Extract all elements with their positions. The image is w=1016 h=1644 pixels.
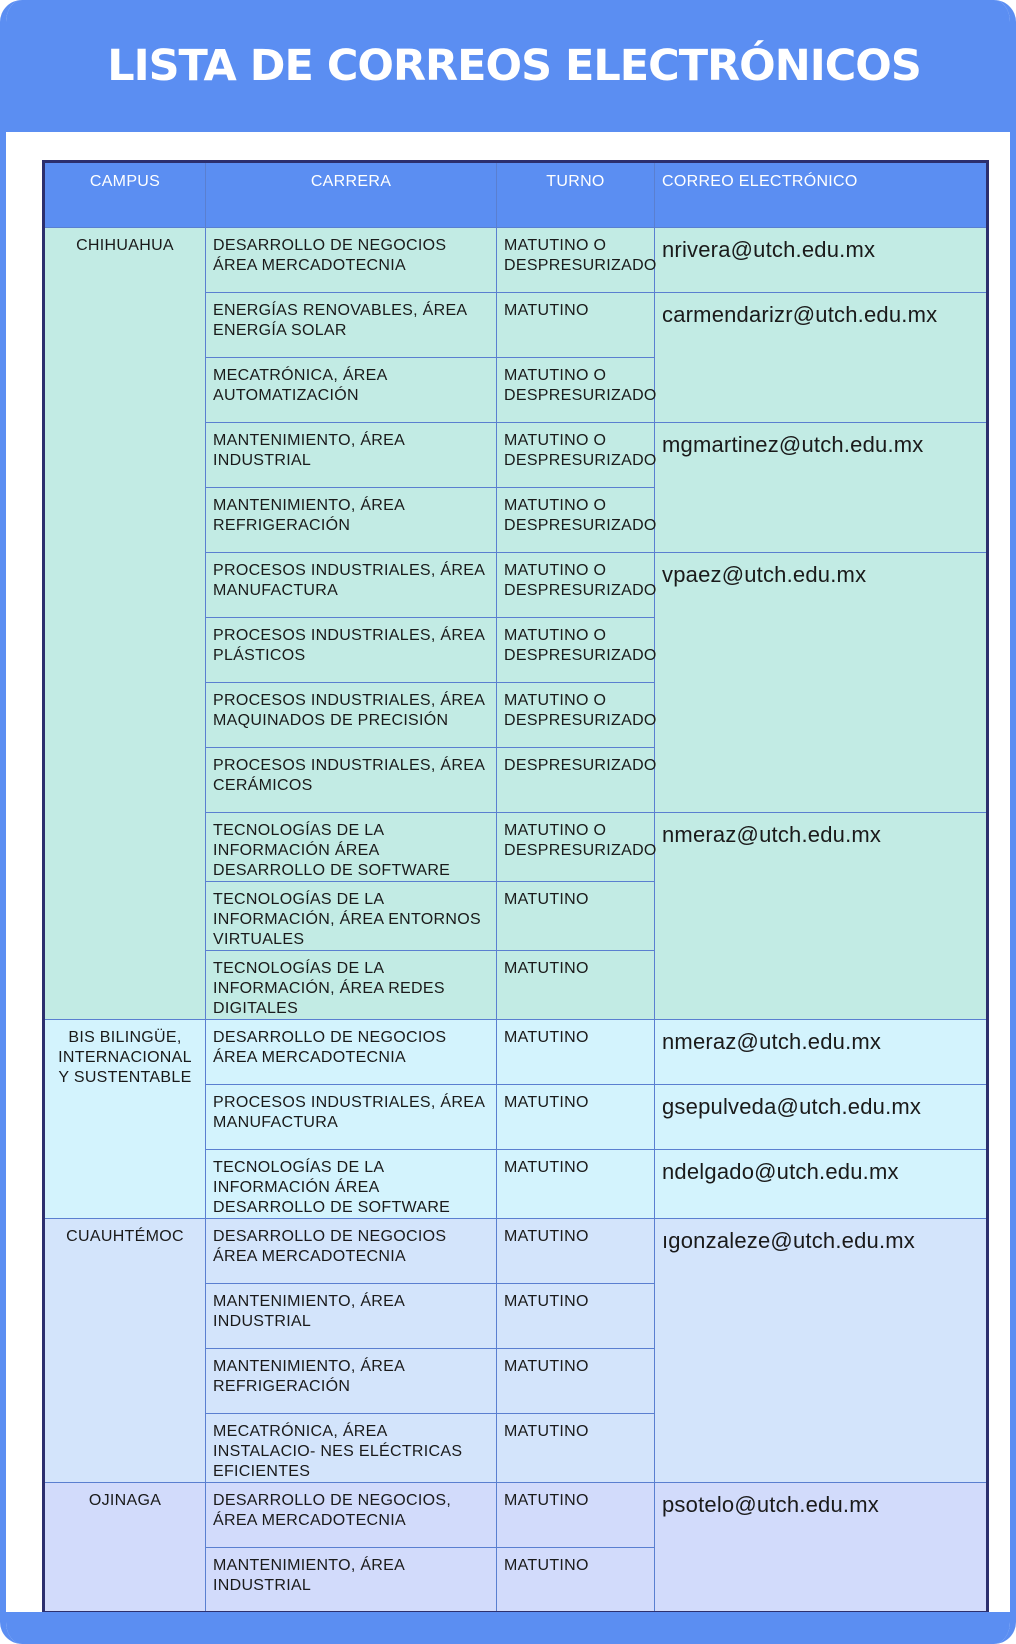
turno-cell: MATUTINO <box>497 1548 655 1613</box>
carrera-cell: DESARROLLO DE NEGOCIOS ÁREA MERCADOTECNIA <box>206 228 497 293</box>
turno-cell: MATUTINO O DESPRESURIZADO <box>497 423 655 488</box>
email-cell[interactable]: nmeraz@utch.edu.mx <box>655 1020 988 1085</box>
turno-cell: MATUTINO <box>497 1414 655 1483</box>
email-cell[interactable]: carmendarizr@utch.edu.mx <box>655 293 988 423</box>
carrera-cell: MANTENIMIENTO, ÁREA INDUSTRIAL <box>206 1284 497 1349</box>
campus-cell: OJINAGA <box>44 1483 206 1613</box>
carrera-cell: TECNOLOGÍAS DE LA INFORMACIÓN, ÁREA ENTORNOS VIRTUALES <box>206 882 497 951</box>
email-cell[interactable]: gsepulveda@utch.edu.mx <box>655 1085 988 1150</box>
turno-cell: MATUTINO O DESPRESURIZADO <box>497 358 655 423</box>
turno-cell: MATUTINO O DESPRESURIZADO <box>497 813 655 882</box>
header-campus: CAMPUS <box>44 162 206 228</box>
turno-cell: MATUTINO <box>497 882 655 951</box>
carrera-cell: TECNOLOGÍAS DE LA INFORMACIÓN ÁREA DESARROLLO DE SOFTWARE <box>206 813 497 882</box>
carrera-cell: MANTENIMIENTO, ÁREA INDUSTRIAL <box>206 423 497 488</box>
email-table <box>42 160 989 1614</box>
table-row <box>44 228 988 293</box>
table-row <box>44 1219 988 1284</box>
turno-cell: MATUTINO <box>497 1349 655 1414</box>
carrera-cell: TECNOLOGÍAS DE LA INFORMACIÓN, ÁREA REDES DIGITALES <box>206 951 497 1020</box>
carrera-cell: PROCESOS INDUSTRIALES, ÁREA MANUFACTURA <box>206 553 497 618</box>
table-row <box>44 1483 988 1548</box>
carrera-cell: DESARROLLO DE NEGOCIOS, ÁREA MERCADOTECNIA <box>206 1483 497 1548</box>
carrera-cell: MANTENIMIENTO, ÁREA REFRIGERACIÓN <box>206 488 497 553</box>
carrera-cell: PROCESOS INDUSTRIALES, ÁREA PLÁSTICOS <box>206 618 497 683</box>
carrera-cell: MANTENIMIENTO, ÁREA INDUSTRIAL <box>206 1548 497 1613</box>
turno-cell: MATUTINO O DESPRESURIZADO <box>497 683 655 748</box>
turno-cell: MATUTINO O DESPRESURIZADO <box>497 488 655 553</box>
turno-cell: MATUTINO <box>497 1150 655 1219</box>
turno-cell: MATUTINO <box>497 1085 655 1150</box>
title-banner <box>6 0 1016 132</box>
page-title: LISTA DE CORREOS ELECTRÓNICOS <box>107 41 921 91</box>
campus-cell: BIS BILINGÜE, INTERNACIONAL Y SUSTENTABLE <box>44 1020 206 1219</box>
header-carrera: CARRERA <box>206 162 497 228</box>
email-cell[interactable]: ıgonzaleze@utch.edu.mx <box>655 1219 988 1483</box>
campus-cell: CUAUHTÉMOC <box>44 1219 206 1483</box>
carrera-cell: ENERGÍAS RENOVABLES, ÁREA ENERGÍA SOLAR <box>206 293 497 358</box>
email-cell[interactable]: nmeraz@utch.edu.mx <box>655 813 988 1020</box>
email-cell[interactable]: mgmartinez@utch.edu.mx <box>655 423 988 553</box>
carrera-cell: TECNOLOGÍAS DE LA INFORMACIÓN ÁREA DESARROLLO DE SOFTWARE <box>206 1150 497 1219</box>
turno-cell: MATUTINO O DESPRESURIZADO <box>497 228 655 293</box>
carrera-cell: PROCESOS INDUSTRIALES, ÁREA MAQUINADOS DE PRECISIÓN <box>206 683 497 748</box>
campus-cell: CHIHUAHUA <box>44 228 206 1020</box>
email-cell[interactable]: ndelgado@utch.edu.mx <box>655 1150 988 1219</box>
carrera-cell: MECATRÓNICA, ÁREA AUTOMATIZACIÓN <box>206 358 497 423</box>
footer-bar <box>6 1612 1016 1644</box>
turno-cell: MATUTINO <box>497 951 655 1020</box>
turno-cell: MATUTINO O DESPRESURIZADO <box>497 618 655 683</box>
email-cell[interactable]: vpaez@utch.edu.mx <box>655 553 988 813</box>
table-header-row <box>44 162 988 228</box>
turno-cell: MATUTINO <box>497 1020 655 1085</box>
carrera-cell: PROCESOS INDUSTRIALES, ÁREA MANUFACTURA <box>206 1085 497 1150</box>
turno-cell: MATUTINO <box>497 1219 655 1284</box>
carrera-cell: MECATRÓNICA, ÁREA INSTALACIO- NES ELÉCTRICAS EFICIENTES <box>206 1414 497 1483</box>
turno-cell: MATUTINO <box>497 1284 655 1349</box>
turno-cell: MATUTINO <box>497 1483 655 1548</box>
email-cell[interactable]: nrivera@utch.edu.mx <box>655 228 988 293</box>
carrera-cell: DESARROLLO DE NEGOCIOS ÁREA MERCADOTECNIA <box>206 1020 497 1085</box>
turno-cell: DESPRESURIZADO <box>497 748 655 813</box>
turno-cell: MATUTINO O DESPRESURIZADO <box>497 553 655 618</box>
header-correo: CORREO ELECTRÓNICO <box>655 162 988 228</box>
email-cell[interactable]: psotelo@utch.edu.mx <box>655 1483 988 1613</box>
carrera-cell: PROCESOS INDUSTRIALES, ÁREA CERÁMICOS <box>206 748 497 813</box>
turno-cell: MATUTINO <box>497 293 655 358</box>
table-row <box>44 1020 988 1085</box>
carrera-cell: MANTENIMIENTO, ÁREA REFRIGERACIÓN <box>206 1349 497 1414</box>
carrera-cell: DESARROLLO DE NEGOCIOS ÁREA MERCADOTECNIA <box>206 1219 497 1284</box>
header-turno: TURNO <box>497 162 655 228</box>
